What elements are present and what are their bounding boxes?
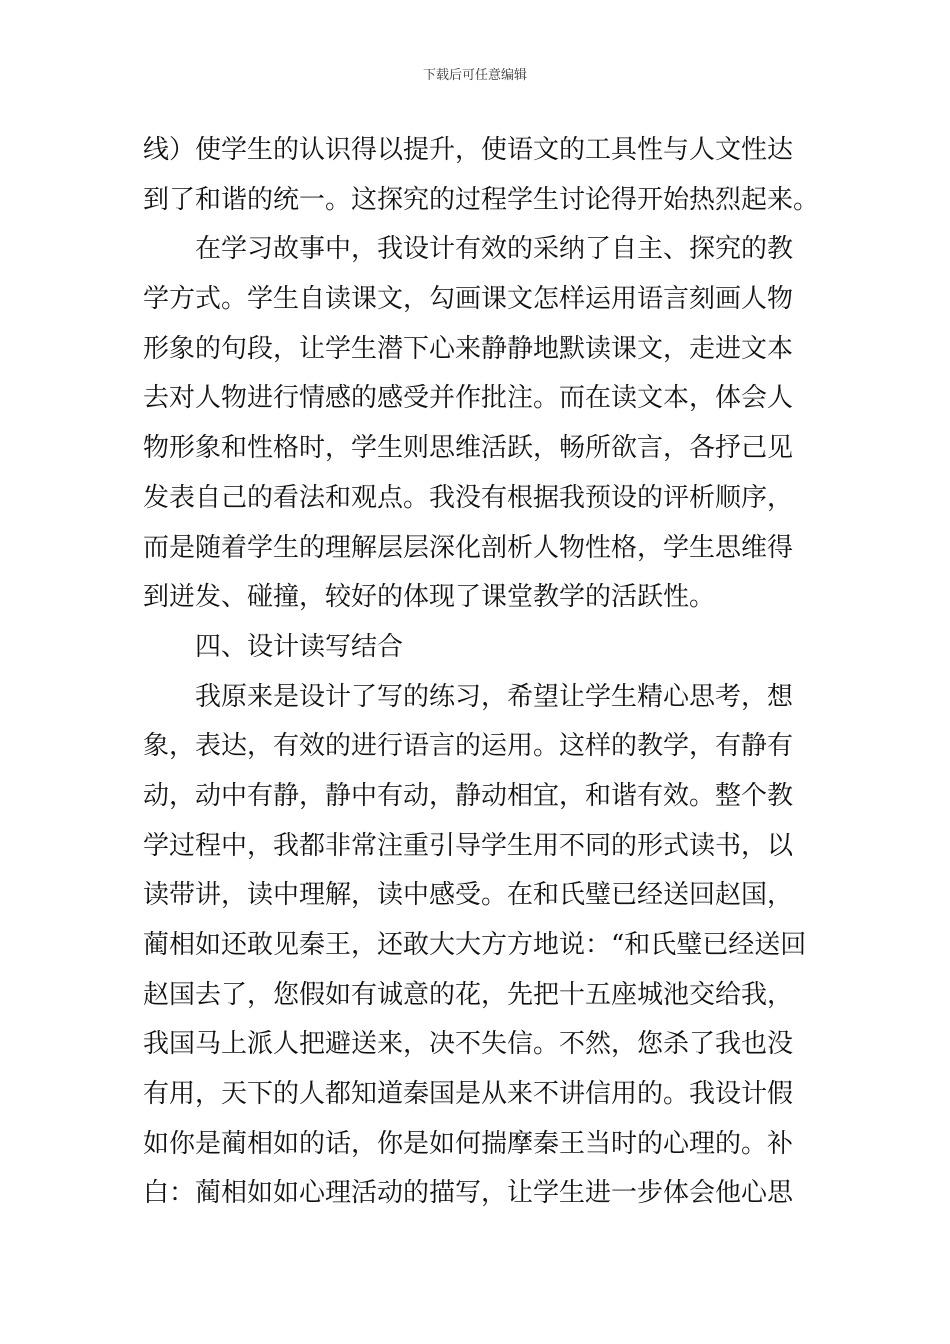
text-line: 赵国去了，您假如有诚意的花，先把十五座城池交给我， <box>143 979 794 1010</box>
text-line: 发表自己的看法和观点。我没有根据我预设的评析顺序， <box>143 482 794 513</box>
text-line: 在学习故事中，我设计有效的采纳了自主、探究的教 <box>195 234 794 265</box>
text-line: 形象的句段，让学生潜下心来静静地默读课文，走进文本 <box>143 333 794 364</box>
text-line: 蔺相如还敢见秦王，还敢大大方方地说：“和氏璧已经送回 <box>143 930 807 960</box>
text-line: 象，表达，有效的进行语言的运用。这样的教学，有静有 <box>143 731 794 762</box>
page-header: 下载后可任意编辑 <box>422 68 527 83</box>
text-line: 线）使学生的认识得以提升，使语文的工具性与人文性达 <box>143 135 794 165</box>
text-line: 动，动中有静，静中有动，静动相宜，和谐有效。整个教 <box>143 780 794 811</box>
section-heading: 四、设计读写结合 <box>195 631 404 662</box>
text-line: 到了和谐的统一。这探究的过程学生讨论得开始热烈起来。 <box>143 184 820 215</box>
text-line: 我原来是设计了写的练习，希望让学生精心思考，想 <box>195 681 794 712</box>
text-line: 到迸发、碰撞，较好的体现了课堂教学的活跃性。 <box>143 582 716 613</box>
text-line: 白：蔺相如如心理活动的描写，让学生进一步体会他心思 <box>143 1178 794 1209</box>
text-line: 学方式。学生自读课文，勾画课文怎样运用语言刻画人物 <box>143 284 794 315</box>
text-line: 学过程中，我都非常注重引导学生用不同的形式读书，以 <box>143 830 794 861</box>
text-line: 物形象和性格时，学生则思维活跃，畅所欲言，各抒己见 <box>143 433 794 464</box>
body-text <box>143 126 820 1219</box>
text-line: 而是随着学生的理解层层深化剖析人物性格，学生思维得 <box>143 532 794 563</box>
text-line: 去对人物进行情感的感受并作批注。而在读文本，体会人 <box>143 383 794 414</box>
text-line: 读带讲，读中理解，读中感受。在和氏璧已经送回赵国， <box>143 880 794 911</box>
text-line: 我国马上派人把避送来，决不失信。不然，您杀了我也没 <box>143 1029 794 1060</box>
text-line: 有用，天下的人都知道秦国是从来不讲信用的。我设计假 <box>143 1079 794 1110</box>
text-line: 如你是蔺相如的话，你是如何揣摩秦王当时的心理的。补 <box>143 1128 794 1159</box>
